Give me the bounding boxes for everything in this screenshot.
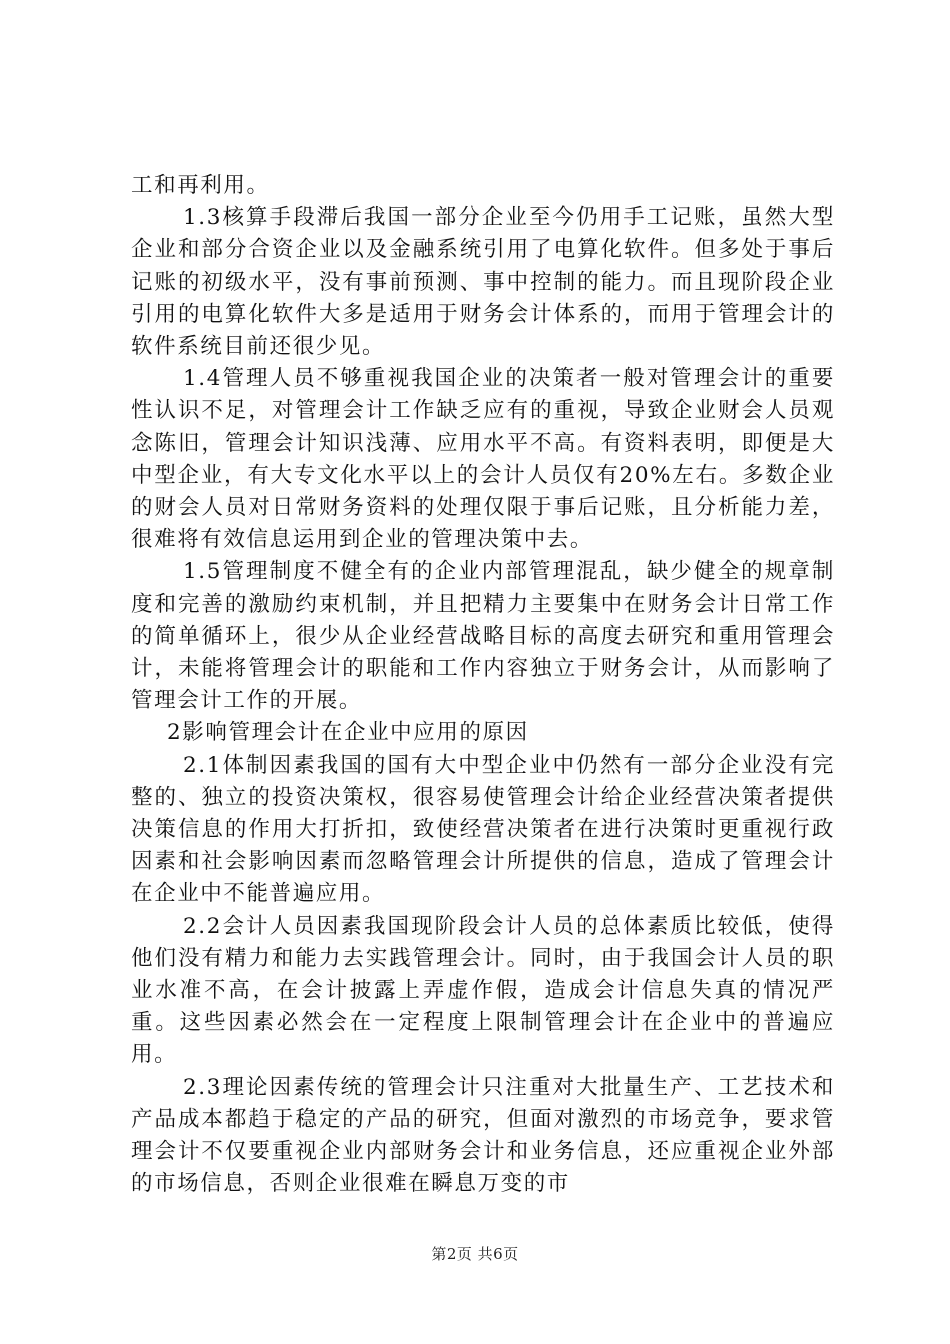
section-heading-2: 2影响管理会计在企业中应用的原因 xyxy=(167,720,529,746)
paragraph-2-2: 2.2会计人员因素我国现阶段会计人员的总体素质比较低，使得他们没有精力和能力去实践管理会计。同时，由于我国会计人员的职业水准不高，在会计披露上弄虚作假，造成会计信息失真的情况严重。这些因素必然会在一定程度上限制管理会计在企业中的普遍应用。 xyxy=(131,913,835,1068)
document-body xyxy=(131,170,835,1201)
paragraph-1-5: 1.5管理制度不健全有的企业内部管理混乱，缺少健全的规章制度和完善的激励约束机制，并且把精力主要集中在财务会计日常工作的简单循环上，很少从企业经营战略目标的高度去研究和重用管理会计，未能将管理会计的职能和工作内容独立于财务会计，从而影响了管理会计工作的开展。 xyxy=(131,559,835,714)
paragraph-1-4: 1.4管理人员不够重视我国企业的决策者一般对管理会计的重要性认识不足，对管理会计工作缺乏应有的重视，导致企业财会人员观念陈旧，管理会计知识浅薄、应用水平不高。有资料表明，即便是大中型企业，有大专文化水平以上的会计人员仅有20%左右。多数企业的财会人员对日常财务资料的处理仅限于事后记账，且分析能力差，很难将有效信息运用到企业的管理决策中去。 xyxy=(131,366,835,553)
paragraph-2-1: 2.1体制因素我国的国有大中型企业中仍然有一部分企业没有完整的、独立的投资决策权，很容易使管理会计给企业经营决策者提供决策信息的作用大打折扣，致使经营决策者在进行决策时更重视行政因素和社会影响因素而忽略管理会计所提供的信息，造成了管理会计在企业中不能普遍应用。 xyxy=(131,752,835,907)
paragraph-continuation: 工和再利用。 xyxy=(131,173,270,198)
paragraph-1-3: 1.3核算手段滞后我国一部分企业至今仍用手工记账，虽然大型企业和部分合资企业以及金融系统引用了电算化软件。但多处于事后记账的初级水平，没有事前预测、事中控制的能力。而且现阶段企业引用的电算化软件大多是适用于财务会计体系的，而用于管理会计的软件系统目前还很少见。 xyxy=(131,205,835,360)
paragraph-2-3: 2.3理论因素传统的管理会计只注重对大批量生产、工艺技术和产品成本都趋于稳定的产品的研究，但面对激烈的市场竞争，要求管理会计不仅要重视企业内部财务会计和业务信息，还应重视企业外部的市场信息，否则企业很难在瞬息万变的市 xyxy=(131,1074,835,1197)
page-footer: 第2页 共6页 xyxy=(431,1245,519,1263)
